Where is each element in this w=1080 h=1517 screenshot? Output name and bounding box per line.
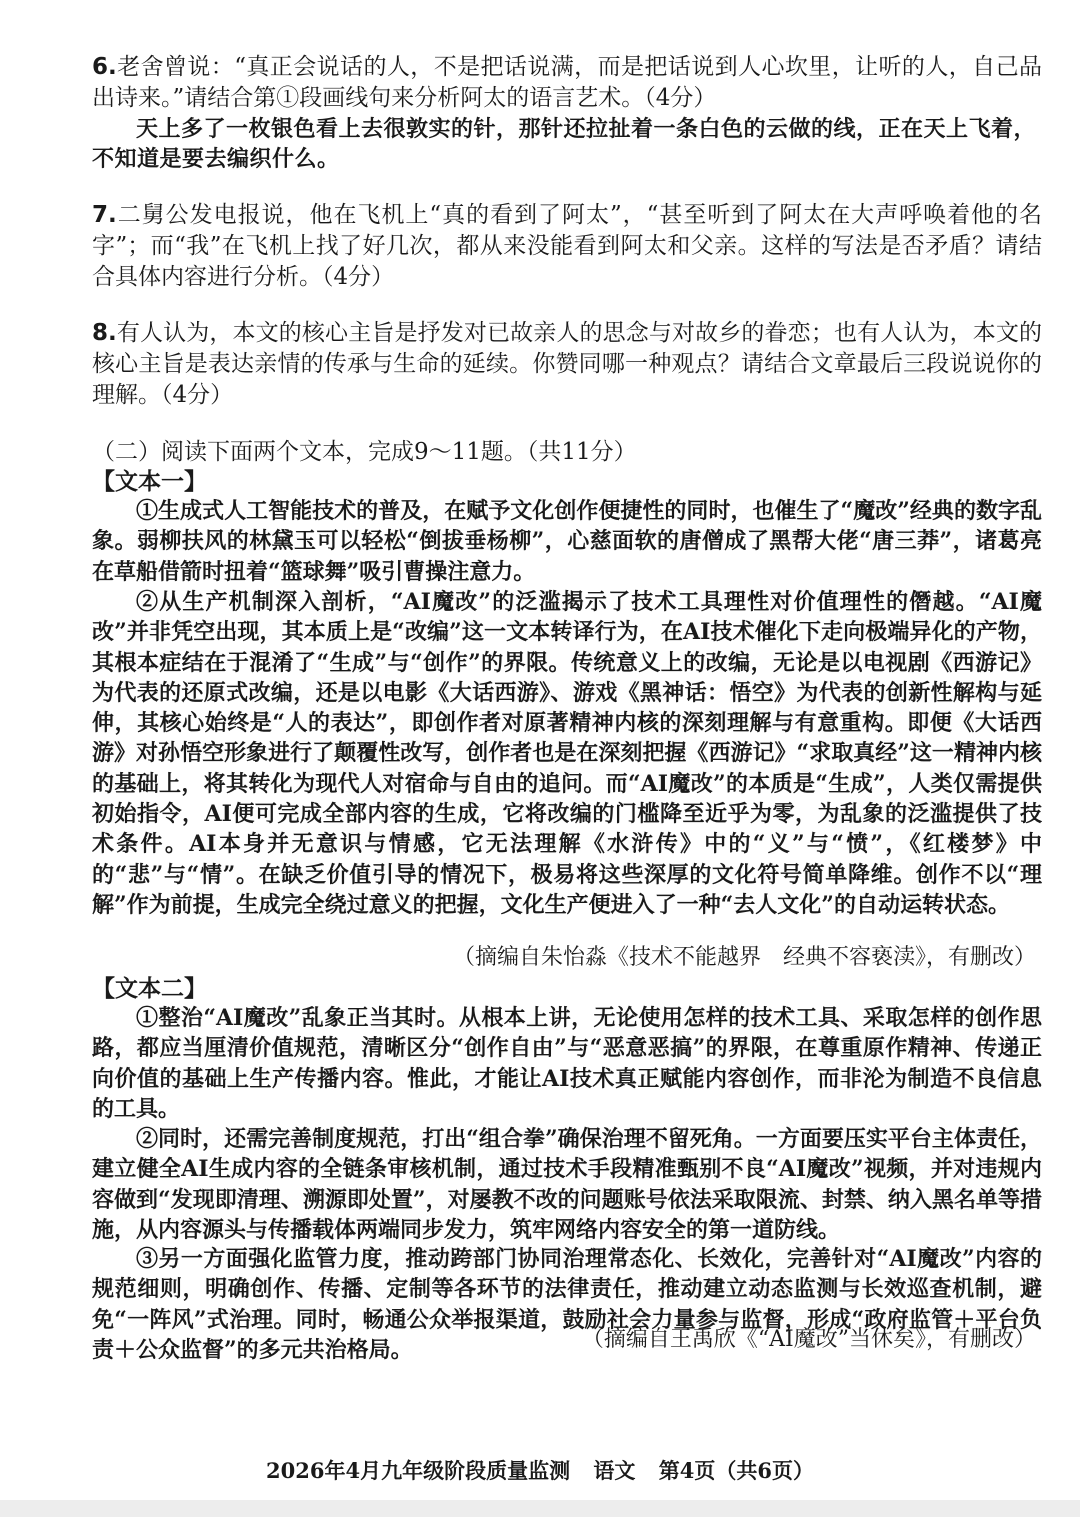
text2-paragraph-1: ①整治“AI魔改”乱象正当其时。从根本上讲，无论使用怎样的技术工具、采取怎样的创作思路，都应当厘清价值规范，清晰区分“创作自由”与“恶意恶搞”的界限，在尊重原作精神、传递正向价值的基础上生产传播内容。惟此，才能让AI技术真正赋能内容创作，而非沦为制造不良信息的工具。 (92, 1005, 1042, 1122)
section-heading: （二）阅读下面两个文本，完成9～11题。（共11分） (92, 439, 637, 465)
question-text: 老舍曾说：“真正会说话的人，不是把话说满，而是把话说到人心坎里，让听的人，自己品出诗来。”请结合第①段画线句来分析阿太的语言艺术。（4分） (92, 54, 1042, 111)
footer-page-number: 第4页（共6页） (658, 1458, 814, 1483)
scan-bottom-edge (0, 1500, 1080, 1517)
question-8 (92, 318, 1042, 411)
text1-source: （摘编自朱怡淼《技术不能越界 经典不容亵渎》，有删改） (452, 945, 1036, 970)
footer-exam-title: 2026年4月九年级阶段质量监测 (266, 1458, 571, 1483)
question-number: 7. (92, 202, 117, 228)
text1-paragraph-2: ②从生产机制深入剖析，“AI魔改”的泛滥揭示了技术工具理性对价值理性的僭越。“AI魔改”并非凭空出现，其本质上是“改编”这一文本转译行为，在AI技术催化下走向极端异化的产物，其根本症结在于混淆了“生成”与“创作”的界限。传统意义上的改编，无论是以电视剧《西游记》为代表的还原式改编，还是以电影《大话西游》、游戏《黑神话：悟空》为代表的创新性解构与延伸，其核心始终是“人的表达”，即创作者对原著精神内核的深刻理解与有意重构。即便《大话西游》对孙悟空形象进行了颠覆性改写，创作者也是在深刻把握《西游记》“求取真经”这一精神内核的基础上，将其转化为现代人对宿命与自由的追问。而“AI魔改”的本质是“生成”，人类仅需提供初始指令，AI便可完成全部内容的生成，它将改编的门槛降至近乎为零，为乱象的泛滥提供了技术条件。AI本身并无意识与情感，它无法理解《水浒传》中的“义”与“愤”，《红楼梦》中的“悲”与“情”。在缺乏价值引导的情况下，极易将这些深厚的文化符号简单降维。创作不以“理解”作为前提，生成完全绕过意义的把握，文化生产便进入了一种“去人文化”的自动运转状态。 (92, 589, 1042, 918)
underlined-sentence-quote: 天上多了一枚银色看上去很敦实的针，那针还拉扯着一条白色的云做的线，正在天上飞着，不知道是要去编织什么。 (92, 116, 1037, 172)
text2-source: （摘编自王禹欣《“AI魔改”当休矣》，有删改） (581, 1327, 1036, 1352)
question-7 (92, 200, 1042, 293)
question-text: 有人认为，本文的核心主旨是抒发对已故亲人的思念与对故乡的眷恋；也有人认为，本文的核心主旨是表达亲情的传承与生命的延续。你赞同哪一种观点？请结合文章最后三段说说你的理解。（4分） (92, 320, 1042, 408)
page-footer (0, 1457, 1080, 1485)
text2-paragraph-3: ③另一方面强化监管力度，推动跨部门协同治理常态化、长效化，完善针对“AI魔改”内容的规范细则，明确创作、传播、定制等各环节的法律责任，推动建立动态监测与长效巡查机制，避免“一阵风”式治理。同时，畅通公众举报渠道，鼓励社会力量参与监督，形成“政府监管＋平台负责＋公众监督”的多元共治格局。 (92, 1246, 1042, 1363)
question-number: 6. (92, 54, 117, 80)
text2-paragraph-2: ②同时，还需完善制度规范，打出“组合拳”确保治理不留死角。一方面要压实平台主体责任，建立健全AI生成内容的全链条审核机制，通过技术手段精准甄别不良“AI魔改”视频，并对违规内容做到“发现即清理、溯源即处置”，对屡教不改的问题账号依法采取限流、封禁、纳入黑名单等措施，从内容源头与传播载体两端同步发力，筑牢网络内容安全的第一道防线。 (92, 1126, 1042, 1243)
footer-subject: 语文 (593, 1458, 636, 1483)
question-6 (92, 52, 1042, 114)
text1-paragraph-1: ①生成式人工智能技术的普及，在赋予文化创作便捷性的同时，也催生了“魔改”经典的数字乱象。弱柳扶风的林黛玉可以轻松“倒拔垂杨柳”，心慈面软的唐僧成了黑帮大佬“唐三莽”，诸葛亮在草船借箭时扭着“篮球舞”吸引曹操注意力。 (92, 498, 1042, 585)
question-text: 二舅公发电报说，他在飞机上“真的看到了阿太”，“甚至听到了阿太在大声呼唤着他的名字”；而“我”在飞机上找了好几次，都从来没能看到阿太和父亲。这样的写法是否矛盾？请结合具体内容进行分析。（4分） (92, 202, 1042, 290)
question-number: 8. (92, 320, 117, 346)
text1-label: 【文本一】 (92, 468, 207, 495)
text2-label: 【文本二】 (92, 975, 207, 1002)
